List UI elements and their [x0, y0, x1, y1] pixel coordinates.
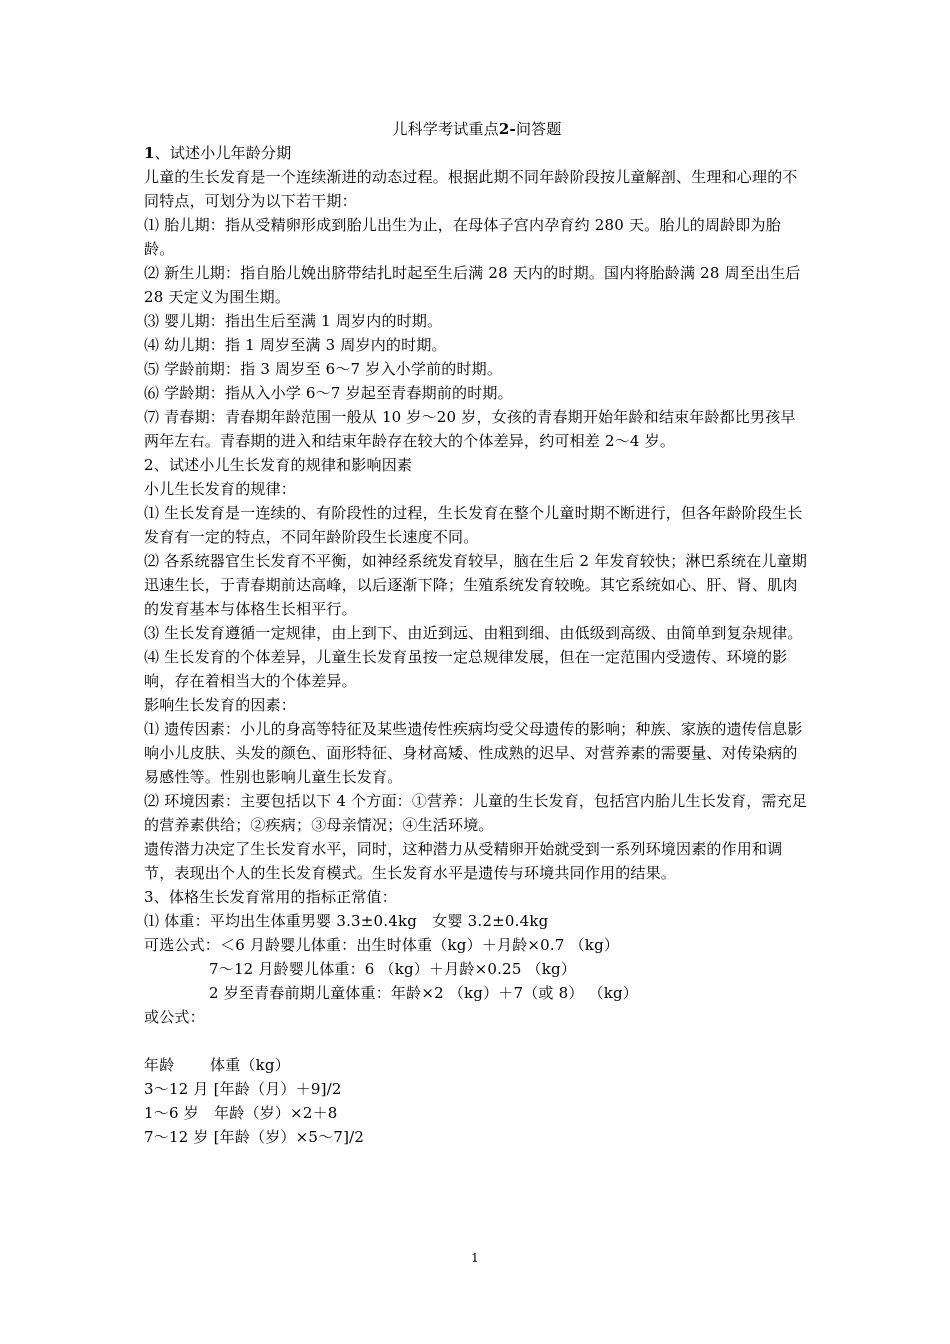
section-2-summary: 遗传潜力决定了生长发育水平，同时，这种潜力从受精卵开始就受到一系列环境因素的作用和调节，表现出个人的生长发育模式。生长发育水平是遗传与环境共同作用的结果。: [144, 840, 783, 882]
list-item: ⑸ 学龄前期：指 3 周岁至 6～7 岁入小学前的时期。: [144, 360, 503, 378]
list-item: ⑴ 胎儿期：指从受精卵形成到胎儿出生为止，在母体子宫内孕育约 280 天。胎儿的周龄即为胎龄。: [144, 216, 781, 258]
list-item: ⑴ 遗传因素：小儿的身高等特征及某些遗传性疾病均受父母遗传的影响；种族、家族的遗传信息影响小儿皮肤、头发的颜色、面形特征、身材高矮、性成熟的迟早、对营养素的需要量、对传染病的易感性等。性别也影响儿童生长发育。: [144, 720, 803, 786]
list-item: ⑵ 各系统器官生长发育不平衡，如神经系统发育较早，脑在生后 2 年发育较快；淋巴系统在儿童期迅速生长，于青春期前达高峰，以后逐渐下降；生殖系统发育较晚。其它系统如心、肝、肾、肌肉的发育基本与体格生长相平行。: [144, 552, 808, 618]
section-1-intro: 儿童的生长发育是一个连续渐进的动态过程。根据此期不同年龄阶段按儿童解剖、生理和心理的不同特点，可划分为以下若干期：: [144, 168, 798, 210]
blank-line: [144, 1029, 810, 1053]
or-formula-label: 或公式：: [144, 1008, 205, 1026]
list-item: ⑶ 生长发育遵循一定规律，由上到下、由近到远、由粗到细、由低级到高级、由简单到复杂规律。: [144, 624, 803, 642]
table-header: [144, 1053, 810, 1077]
formula-line: 7～12 月龄婴儿体重：6 （kg）＋月龄×0.25 （kg）: [209, 960, 577, 978]
list-item: ⑺ 青春期：青春期年龄范围一般从 10 岁～20 岁，女孩的青春期开始年龄和结束年龄都比男孩早两年左右。青春期的进入和结束年龄存在较大的个体差异，约可相差 2～4 岁。: [144, 408, 796, 450]
document-title: 儿科学考试重点2-问答题: [392, 120, 562, 138]
list-item: ⑷ 幼儿期：指 1 周岁至满 3 周岁内的时期。: [144, 336, 447, 354]
weight-line: ⑴ 体重：平均出生体重男婴 3.3±0.4kg 女婴 3.2±0.4kg: [144, 912, 549, 930]
section-2-heading: 2、试述小儿生长发育的规律和影响因素: [144, 456, 413, 474]
table-row: 7～12 岁 [年龄（岁）×5～7]/2: [144, 1128, 365, 1146]
formula-line: 2 岁至青春前期儿童体重：年龄×2 （kg）＋7（或 8） （kg）: [209, 984, 638, 1002]
formula-line: 可选公式：＜6 月龄婴儿体重：出生时体重（kg）＋月龄×0.7 （kg）: [144, 936, 620, 954]
table-row: 3～12 月 [年龄（月）＋9]/2: [144, 1080, 342, 1098]
page-number: 1: [471, 1251, 479, 1265]
list-item: ⑵ 新生儿期：指自胎儿娩出脐带结扎时起至生后满 28 天内的时期。国内将胎龄满 28 周至出生后 28 天定义为围生期。: [144, 264, 801, 306]
document-body: [144, 117, 810, 1149]
section-2-subheading-factors: 影响生长发育的因素：: [144, 696, 297, 714]
list-item: ⑹ 学龄期：指从入小学 6～7 岁起至青春期前的时期。: [144, 384, 513, 402]
column-header: 体重（kg）: [210, 1056, 290, 1074]
list-item: ⑵ 环境因素：主要包括以下 4 个方面：①营养：儿童的生长发育，包括宫内胎儿生长发育，需充足的营养素供给；②疾病；③母亲情况；④生活环境。: [144, 792, 808, 834]
section-3-heading: 3、体格生长发育常用的指标正常值：: [144, 888, 397, 906]
column-header: 年龄: [144, 1056, 175, 1074]
table-row: 1～6 岁 年龄（岁）×2＋8: [144, 1104, 338, 1122]
list-item: ⑴ 生长发育是一连续的、有阶段性的过程，生长发育在整个儿童时期不断进行，但各年龄阶段生长发育有一定的特点，不同年龄阶段生长速度不同。: [144, 504, 803, 546]
list-item: ⑷ 生长发育的个体差异，儿童生长发育虽按一定总规律发展，但在一定范围内受遗传、环境的影响，存在着相当大的个体差异。: [144, 648, 788, 690]
section-2-subheading-rules: 小儿生长发育的规律：: [144, 480, 297, 498]
section-1-heading: 1、试述小儿年龄分期: [144, 144, 292, 162]
list-item: ⑶ 婴儿期：指出生后至满 1 周岁内的时期。: [144, 312, 443, 330]
